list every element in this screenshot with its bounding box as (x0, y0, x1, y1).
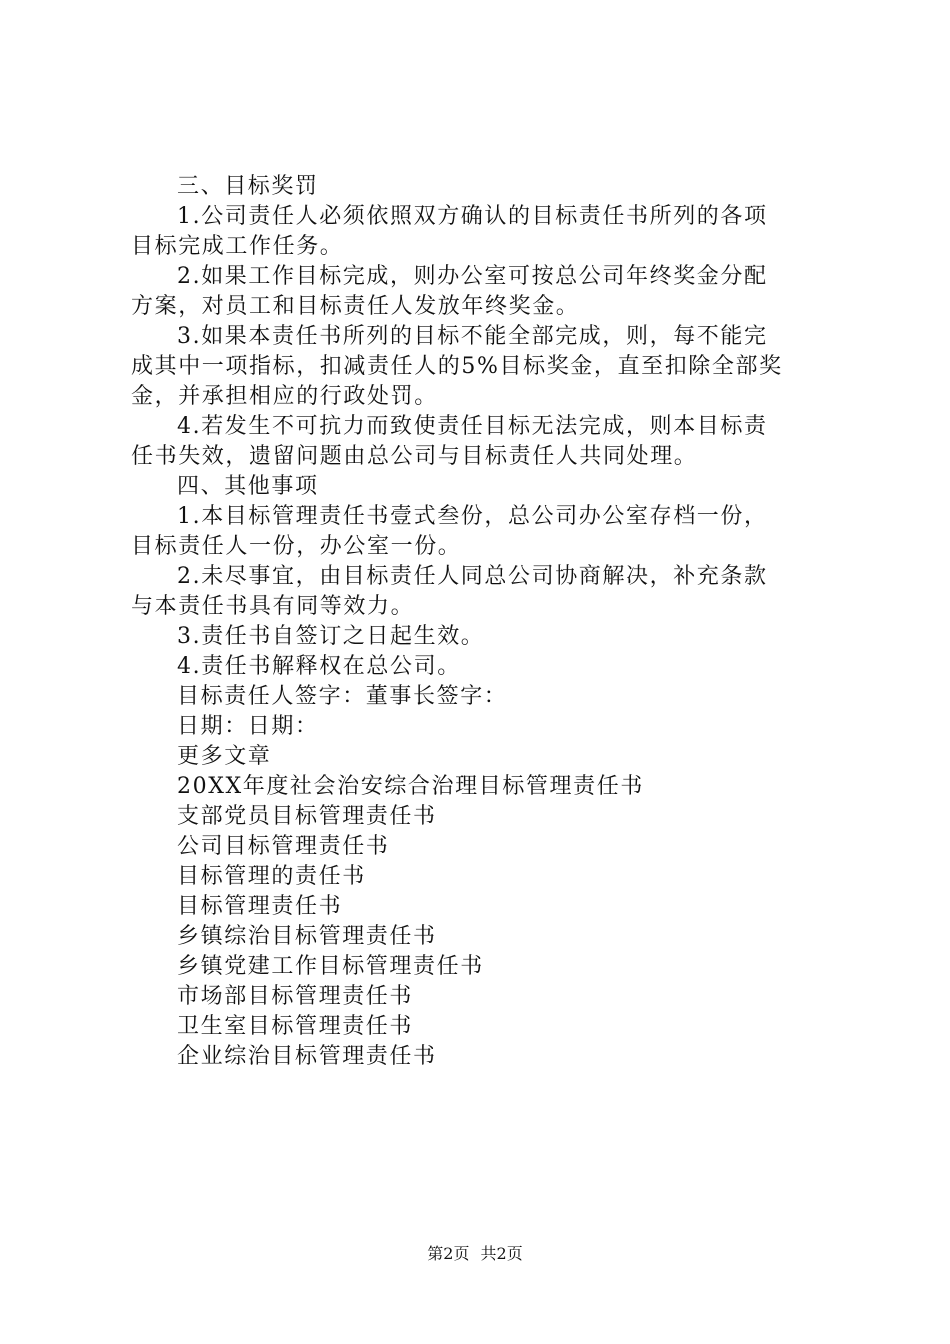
paragraph-line: 1.公司责任人必须依照双方确认的目标责任书所列的各项 (177, 204, 768, 229)
paragraph-line: 4.责任书解释权在总公司。 (177, 654, 461, 679)
section4-item-2 (131, 562, 831, 622)
article-link[interactable]: 市场部目标管理责任书 (177, 984, 414, 1009)
signature-line: 目标责任人签字：董事长签字： (177, 684, 508, 709)
paragraph-line: 目标完成工作任务。 (131, 234, 344, 259)
section4-item-1 (131, 502, 831, 562)
paragraph-line: 任书失效，遗留问题由总公司与目标责任人共同处理。 (131, 444, 698, 469)
date-line: 日期：日期： (177, 714, 319, 739)
paragraph-line: 方案，对员工和目标责任人发放年终奖金。 (131, 294, 580, 319)
article-link[interactable]: 目标管理的责任书 (177, 864, 366, 889)
article-link[interactable]: 企业综治目标管理责任书 (177, 1044, 437, 1069)
paragraph-line: 与本责任书具有同等效力。 (131, 594, 415, 619)
more-articles-heading: 更多文章 (177, 744, 272, 769)
more-articles-list (131, 772, 831, 1072)
section3-item-2 (131, 262, 831, 322)
paragraph-line: 2.如果工作目标完成，则办公室可按总公司年终奖金分配 (177, 264, 768, 289)
paragraph-line: 3.如果本责任书所列的目标不能全部完成，则，每不能完 (177, 324, 768, 349)
article-link[interactable]: 20XX年度社会治安综合治理目标管理责任书 (177, 774, 644, 799)
page-number: 第2页 (427, 1244, 470, 1263)
paragraph-line: 2.未尽事宜，由目标责任人同总公司协商解决，补充条款 (177, 564, 768, 589)
page-footer (0, 1244, 950, 1264)
section-heading-other: 四、其他事项 (177, 474, 319, 499)
paragraph-line: 4.若发生不可抗力而致使责任目标无法完成，则本目标责 (177, 414, 768, 439)
article-link[interactable]: 乡镇综治目标管理责任书 (177, 924, 437, 949)
section3-item-1 (131, 202, 831, 262)
paragraph-line: 1.本目标管理责任书壹式叁份，总公司办公室存档一份， (177, 504, 768, 529)
article-link[interactable]: 支部党员目标管理责任书 (177, 804, 437, 829)
section4-item-4 (131, 652, 831, 682)
article-link[interactable]: 公司目标管理责任书 (177, 834, 390, 859)
document-body (131, 172, 831, 1072)
article-link[interactable]: 卫生室目标管理责任书 (177, 1014, 414, 1039)
section3-item-4 (131, 412, 831, 472)
paragraph-line: 3.责任书自签订之日起生效。 (177, 624, 485, 649)
page-total: 共2页 (480, 1244, 523, 1263)
article-link[interactable]: 目标管理责任书 (177, 894, 343, 919)
section3-item-3 (131, 322, 831, 412)
paragraph-line: 金，并承担相应的行政处罚。 (131, 384, 438, 409)
paragraph-line: 目标责任人一份，办公室一份。 (131, 534, 462, 559)
paragraph-line: 成其中一项指标，扣减责任人的5%目标奖金，直至扣除全部奖 (131, 354, 783, 379)
article-link[interactable]: 乡镇党建工作目标管理责任书 (177, 954, 484, 979)
section4-item-3 (131, 622, 831, 652)
section-heading-rewards: 三、目标奖罚 (177, 174, 319, 199)
